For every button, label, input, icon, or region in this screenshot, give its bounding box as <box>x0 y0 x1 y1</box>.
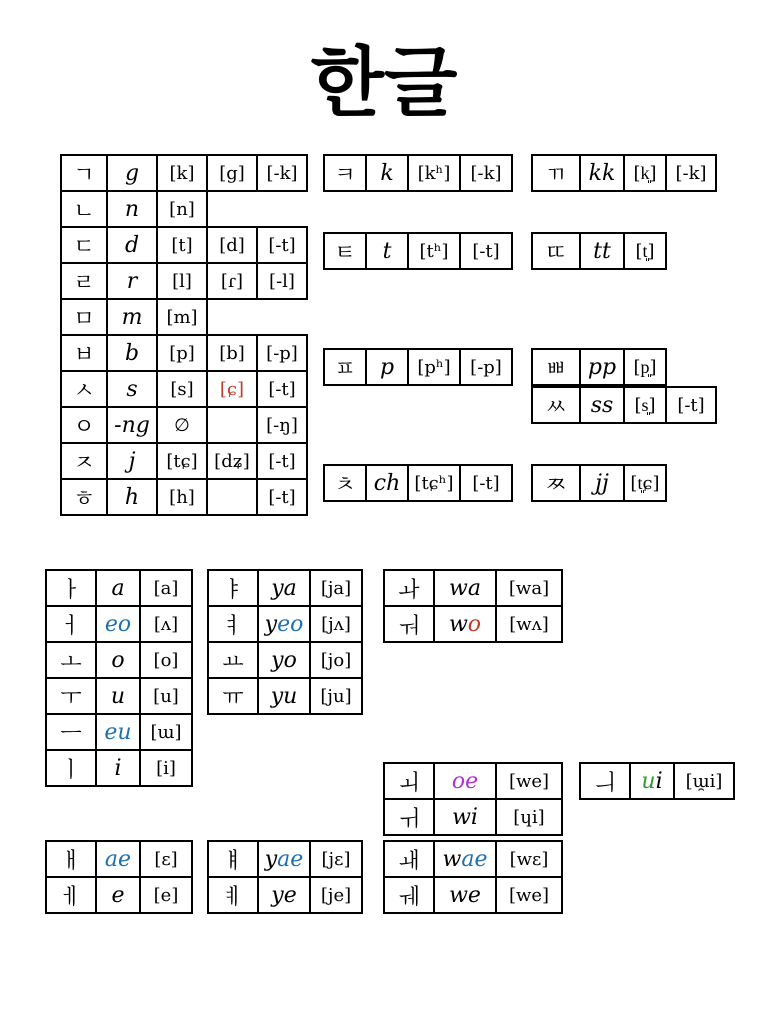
ipa-cell: [ʌ] <box>140 606 192 642</box>
hangul-cell: ㅕ <box>208 606 258 642</box>
romanization-cell: u <box>96 678 140 714</box>
ipa-cell: [k͈] <box>624 155 666 191</box>
vowel-row-wi <box>384 799 562 835</box>
consonant-row-j <box>61 443 307 479</box>
hangul-cell: ㅙ <box>384 841 434 877</box>
hangul-cell: ㅒ <box>208 841 258 877</box>
consonant-row-ch <box>324 465 512 501</box>
romanization-suffix: u <box>283 683 298 709</box>
romanization-cell: -ng <box>107 407 157 443</box>
consonant-row-p <box>324 349 512 385</box>
ipa-cell: [we] <box>496 877 562 913</box>
hangul-cell: ㅏ <box>46 570 96 606</box>
romanization-cell: j <box>107 443 157 479</box>
aspirated-t-table <box>323 232 513 270</box>
romanization-cell: t <box>366 233 408 269</box>
hangul-cell: ㅂ <box>61 335 107 371</box>
romanization-cell: m <box>107 299 157 335</box>
consonant-row-ng <box>61 407 307 443</box>
ipa-cell: [m] <box>157 299 207 335</box>
hangul-cell: ㅆ <box>532 387 580 423</box>
vowel-row-i <box>46 750 192 786</box>
vowel-row-oe <box>384 763 562 799</box>
romanization-cell <box>434 570 496 606</box>
vowel-row-u <box>46 678 192 714</box>
hangul-cell: ㄷ <box>61 227 107 263</box>
ipa-cell: [k] <box>157 155 207 191</box>
consonant-row-k <box>324 155 512 191</box>
oe-wi-table <box>383 762 563 836</box>
hangul-cell: ㅃ <box>532 349 580 385</box>
romanization-highlight: ae <box>277 846 304 872</box>
hangul-cell: ㅐ <box>46 841 96 877</box>
ipa-cell: [p͈] <box>624 349 666 385</box>
ipa-cell: [o] <box>140 642 192 678</box>
ipa-cell: [-t] <box>460 465 512 501</box>
hangul-cell: ㄹ <box>61 263 107 299</box>
ipa-cell: [t͈] <box>624 233 666 269</box>
romanization-cell <box>434 877 496 913</box>
romanization-cell: h <box>107 479 157 515</box>
hangul-cell: ㄲ <box>532 155 580 191</box>
romanization-cell: n <box>107 191 157 227</box>
ipa-cell: [h] <box>157 479 207 515</box>
ipa-cell: [ju] <box>310 678 362 714</box>
ipa-cell: [ɯ] <box>140 714 192 750</box>
hangul-cell: ㅠ <box>208 678 258 714</box>
hangul-cell: ㅜ <box>46 678 96 714</box>
consonant-row-n <box>61 191 307 227</box>
empty-cell <box>257 299 307 335</box>
vowel-row-ae <box>46 841 192 877</box>
ipa-cell: [jo] <box>310 642 362 678</box>
romanization-prefix: w <box>449 575 468 601</box>
ipa-cell: [-t] <box>460 233 512 269</box>
hangul-cell: ㅖ <box>208 877 258 913</box>
vowel-row-we <box>384 877 562 913</box>
consonant-row-m <box>61 299 307 335</box>
ui-table <box>579 762 735 800</box>
romanization-cell <box>258 642 310 678</box>
romanization-cell <box>258 606 310 642</box>
ipa-cell: [jʌ] <box>310 606 362 642</box>
ipa-cell: [-p] <box>257 335 307 371</box>
consonant-row-s <box>61 371 307 407</box>
ipa-cell: [t͈ɕ] <box>624 465 666 501</box>
romanization-prefix: w <box>442 846 462 872</box>
romanization-cell <box>258 841 310 877</box>
ipa-cell: [-t] <box>257 227 307 263</box>
ipa-cell: [tɕʰ] <box>408 465 460 501</box>
vowel-row-yo <box>208 642 362 678</box>
vowel-row-eo <box>46 606 192 642</box>
romanization-cell-highlighted: oe <box>434 763 496 799</box>
hangul-cell: ㅑ <box>208 570 258 606</box>
romanization-cell: kk <box>580 155 624 191</box>
romanization-cell: a <box>96 570 140 606</box>
hangul-cell: ㅉ <box>532 465 580 501</box>
romanization-suffix: o <box>283 647 297 673</box>
page-title: 한글 <box>310 38 458 127</box>
hangul-cell: ㅔ <box>46 877 96 913</box>
romanization-cell: ss <box>580 387 624 423</box>
ipa-cell: [ɛ] <box>140 841 192 877</box>
romanization-cell <box>258 570 310 606</box>
romanization-cell: e <box>96 877 140 913</box>
hangul-cell: ㅟ <box>384 799 434 835</box>
aspirated-k-table <box>323 154 513 192</box>
ipa-cell: [wa] <box>496 570 562 606</box>
hangul-cell: ㅘ <box>384 570 434 606</box>
romanization-highlight: o <box>467 611 482 637</box>
ipa-cell: [l] <box>157 263 207 299</box>
hangul-cell: ㅞ <box>384 877 434 913</box>
romanization-cell <box>434 841 496 877</box>
ipa-cell: [-k] <box>666 155 716 191</box>
romanization-cell: jj <box>580 465 624 501</box>
consonant-row-b <box>61 335 307 371</box>
romanization-cell <box>258 877 310 913</box>
ipa-cell: [wʌ] <box>496 606 562 642</box>
romanization-prefix: y <box>271 647 284 673</box>
romanization-cell <box>630 763 674 799</box>
ipa-cell: [ja] <box>310 570 362 606</box>
y-vowels-table <box>207 569 363 715</box>
hangul-cell: ㅢ <box>580 763 630 799</box>
consonant-row-kk <box>532 155 716 191</box>
w-vowels-table <box>383 569 563 643</box>
vowel-row-o <box>46 642 192 678</box>
ipa-cell: [g] <box>207 155 257 191</box>
ipa-cell: [b] <box>207 335 257 371</box>
vowel-row-ye <box>208 877 362 913</box>
romanization-prefix: we <box>449 882 481 908</box>
hangul-cell: ㅊ <box>324 465 366 501</box>
ipa-cell: [-t] <box>257 371 307 407</box>
hangul-cell: ㅡ <box>46 714 96 750</box>
ipa-cell: [u] <box>140 678 192 714</box>
romanization-cell: wi <box>434 799 496 835</box>
tense-kk-table <box>531 154 717 192</box>
romanization-highlight: eo <box>277 611 304 637</box>
ipa-cell: [-t] <box>257 479 307 515</box>
vowel-row-yu <box>208 678 362 714</box>
ipa-cell: [n] <box>157 191 207 227</box>
ipa-cell: [-p] <box>460 349 512 385</box>
romanization-prefix: y <box>271 575 284 601</box>
romanization-cell: pp <box>580 349 624 385</box>
ipa-cell: [t] <box>157 227 207 263</box>
romanization-cell: g <box>107 155 157 191</box>
hangul-cell: ㄴ <box>61 191 107 227</box>
ipa-cell: [a] <box>140 570 192 606</box>
tense-tt-table <box>531 232 667 270</box>
basic-consonants-table <box>60 154 308 516</box>
hangul-cell: ㄸ <box>532 233 580 269</box>
consonant-row-g <box>61 155 307 191</box>
ipa-cell: [-k] <box>257 155 307 191</box>
romanization-suffix: a <box>467 575 481 601</box>
romanization-prefix: y <box>264 611 278 637</box>
empty-cell <box>257 191 307 227</box>
consonant-row-jj <box>532 465 666 501</box>
ipa-cell: [je] <box>310 877 362 913</box>
hangul-cell: ㅇ <box>61 407 107 443</box>
aspirated-p-table <box>323 348 513 386</box>
hangul-cell: ㅈ <box>61 443 107 479</box>
ipa-cell: [tʰ] <box>408 233 460 269</box>
romanization-cell: r <box>107 263 157 299</box>
ipa-cell <box>207 407 257 443</box>
tense-pp-table <box>531 348 667 386</box>
vowel-row-eu <box>46 714 192 750</box>
consonant-row-h <box>61 479 307 515</box>
vowel-row-wa <box>384 570 562 606</box>
hangul-cell: ㅅ <box>61 371 107 407</box>
romanization-cell: ch <box>366 465 408 501</box>
romanization-suffix: a <box>283 575 297 601</box>
ipa-cell: [s] <box>157 371 207 407</box>
vowel-row-wo <box>384 606 562 642</box>
wae-we-table <box>383 840 563 914</box>
romanization-prefix: y <box>264 846 278 872</box>
romanization-cell: s <box>107 371 157 407</box>
romanization-cell-highlighted: eo <box>96 606 140 642</box>
ipa-cell <box>207 479 257 515</box>
ipa-cell: [-k] <box>460 155 512 191</box>
romanization-cell: d <box>107 227 157 263</box>
ipa-cell: [ɥi] <box>496 799 562 835</box>
ipa-cell: [ɾ] <box>207 263 257 299</box>
hangul-cell: ㅁ <box>61 299 107 335</box>
romanization-cell-highlighted: ae <box>96 841 140 877</box>
vowel-row-yeo <box>208 606 362 642</box>
ipa-cell: [we] <box>496 763 562 799</box>
hangul-cell: ㅍ <box>324 349 366 385</box>
romanization-cell: k <box>366 155 408 191</box>
hangul-cell: ㅚ <box>384 763 434 799</box>
ipa-cell: [dʑ] <box>207 443 257 479</box>
ipa-cell: [s͈] <box>624 387 666 423</box>
hangul-cell: ㄱ <box>61 155 107 191</box>
consonant-row-d <box>61 227 307 263</box>
ae-e-table <box>45 840 193 914</box>
vowel-row-yae <box>208 841 362 877</box>
consonant-row-tt <box>532 233 666 269</box>
romanization-prefix: y <box>270 683 284 709</box>
hangul-cell: ㅝ <box>384 606 434 642</box>
romanization-cell <box>434 606 496 642</box>
ipa-cell: [ɯ̯i] <box>674 763 734 799</box>
empty-cell <box>207 299 257 335</box>
romanization-prefix: ye <box>271 882 297 908</box>
tense-ss-table <box>531 386 717 424</box>
romanization-cell: i <box>96 750 140 786</box>
ipa-cell: [p] <box>157 335 207 371</box>
hangul-cell: ㅓ <box>46 606 96 642</box>
hangul-cell: ㅛ <box>208 642 258 678</box>
romanization-cell-highlighted: eu <box>96 714 140 750</box>
romanization-cell <box>258 678 310 714</box>
ipa-cell: [-ŋ] <box>257 407 307 443</box>
consonant-row-r <box>61 263 307 299</box>
ipa-cell: ∅ <box>157 407 207 443</box>
romanization-cell: tt <box>580 233 624 269</box>
tense-jj-table <box>531 464 667 502</box>
ipa-cell: [e] <box>140 877 192 913</box>
ipa-cell: [-t] <box>257 443 307 479</box>
vowel-row-e <box>46 877 192 913</box>
yae-ye-table <box>207 840 363 914</box>
romanization-prefix: w <box>448 611 468 637</box>
ipa-cell: [kʰ] <box>408 155 460 191</box>
vowel-row-ya <box>208 570 362 606</box>
romanization-cell: b <box>107 335 157 371</box>
romanization-suffix: i <box>655 768 663 794</box>
consonant-row-pp <box>532 349 666 385</box>
hangul-cell: ㅋ <box>324 155 366 191</box>
romanization-cell: o <box>96 642 140 678</box>
consonant-row-t <box>324 233 512 269</box>
vowel-row-a <box>46 570 192 606</box>
consonant-row-ss <box>532 387 716 423</box>
ipa-cell: [tɕ] <box>157 443 207 479</box>
ipa-cell: [wɛ] <box>496 841 562 877</box>
ipa-cell: [-t] <box>666 387 716 423</box>
aspirated-ch-table <box>323 464 513 502</box>
vowel-row-ui <box>580 763 734 799</box>
romanization-highlight: ae <box>461 846 488 872</box>
ipa-cell: [jɛ] <box>310 841 362 877</box>
simple-vowels-table <box>45 569 193 787</box>
hangul-cell: ㅌ <box>324 233 366 269</box>
ipa-cell: [-l] <box>257 263 307 299</box>
hangul-cell: ㅗ <box>46 642 96 678</box>
ipa-cell: [pʰ] <box>408 349 460 385</box>
romanization-highlight: u <box>641 768 656 794</box>
romanization-cell: p <box>366 349 408 385</box>
vowel-row-wae <box>384 841 562 877</box>
empty-cell <box>207 191 257 227</box>
hangul-cell: ㅣ <box>46 750 96 786</box>
ipa-cell-highlighted: [ɕ] <box>207 371 257 407</box>
ipa-cell: [i] <box>140 750 192 786</box>
hangul-cell: ㅎ <box>61 479 107 515</box>
ipa-cell: [d] <box>207 227 257 263</box>
